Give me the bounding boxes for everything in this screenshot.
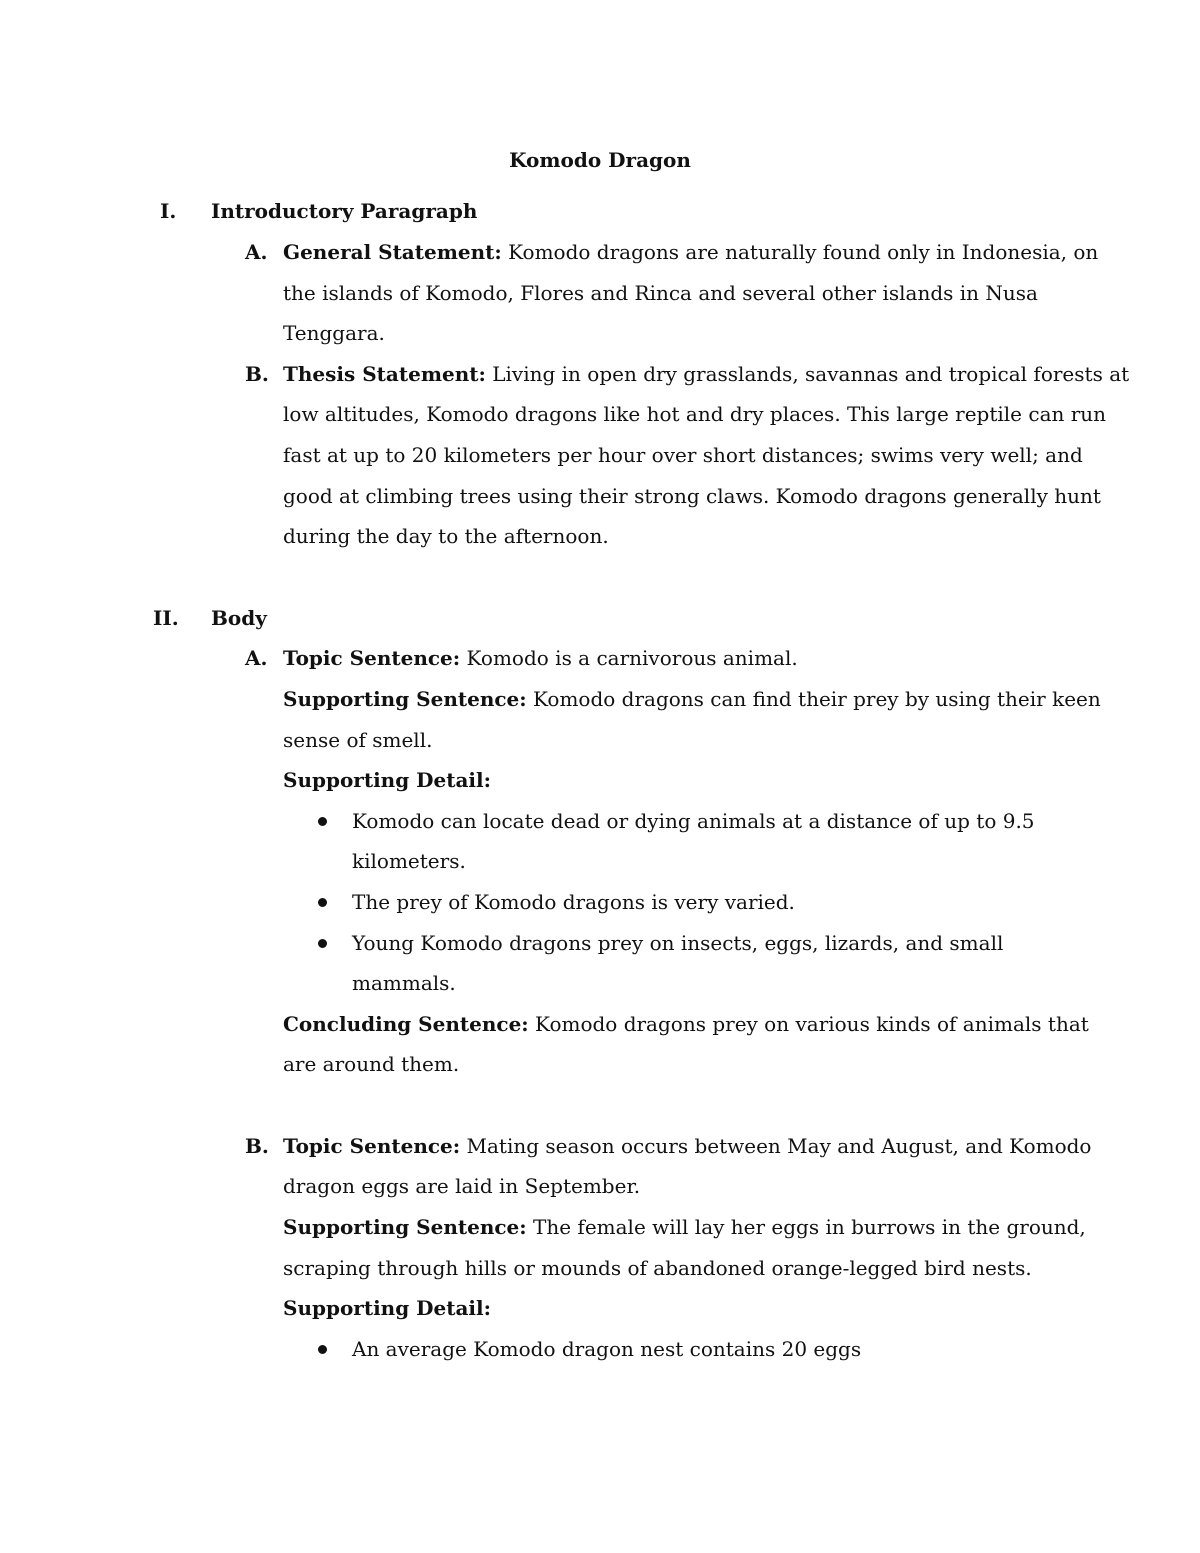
supporting-detail-item: The prey of Komodo dragons is very varied. xyxy=(352,890,795,914)
section-numeral: I. xyxy=(160,199,177,223)
supporting-sentence-text: The female will lay her eggs in burrows in the ground, xyxy=(526,1215,1086,1239)
supporting-detail-item-continued: mammals. xyxy=(352,971,456,995)
item-letter: A. xyxy=(245,646,268,670)
supporting-sentence-line-2: sense of smell. xyxy=(283,728,433,752)
thesis-statement-line-2: low altitudes, Komodo dragons like hot and dry places. This large reptile can run xyxy=(283,402,1107,426)
section-numeral: II. xyxy=(153,606,179,630)
supporting-detail-item: Young Komodo dragons prey on insects, eggs, lizards, and small xyxy=(352,931,1004,955)
topic-sentence-text: Mating season occurs between May and August, and Komodo xyxy=(460,1134,1092,1158)
general-statement-label: General Statement: xyxy=(283,240,502,264)
supporting-detail-item: An average Komodo dragon nest contains 20 eggs xyxy=(352,1337,862,1361)
concluding-sentence-line-2: are around them. xyxy=(283,1052,460,1076)
supporting-detail-item-continued: kilometers. xyxy=(352,849,466,873)
topic-sentence-line-2: dragon eggs are laid in September. xyxy=(283,1174,641,1198)
general-statement-line-3: Tenggara. xyxy=(283,321,385,345)
topic-sentence-text: Komodo is a carnivorous animal. xyxy=(460,646,798,670)
general-statement-text: Komodo dragons are naturally found only in Indonesia, on xyxy=(501,240,1099,264)
thesis-statement-text: Living in open dry grasslands, savannas and tropical forests at xyxy=(485,362,1130,386)
supporting-detail-item: Komodo can locate dead or dying animals at a distance of up to 9.5 xyxy=(352,809,1035,833)
general-statement-line-2: the islands of Komodo, Flores and Rinca and several other islands in Nusa xyxy=(283,281,1038,305)
thesis-statement-line-3: fast at up to 20 kilometers per hour over short distances; swims very well; and xyxy=(283,443,1083,467)
item-letter: B. xyxy=(245,362,269,386)
section-heading: Body xyxy=(211,606,267,630)
thesis-statement-line-5: during the day to the afternoon. xyxy=(283,524,609,548)
section-heading: Introductory Paragraph xyxy=(211,199,478,223)
supporting-sentence-label: Supporting Sentence: xyxy=(283,687,527,711)
item-letter: A. xyxy=(245,240,268,264)
bullet-icon xyxy=(318,939,327,948)
general-statement-line-1 xyxy=(283,232,1098,273)
bullet-icon xyxy=(318,1345,327,1354)
concluding-sentence-text: Komodo dragons prey on various kinds of animals that xyxy=(528,1012,1089,1036)
supporting-detail-label: Supporting Detail: xyxy=(283,768,491,792)
supporting-detail-label: Supporting Detail: xyxy=(283,1296,491,1320)
document-title: Komodo Dragon xyxy=(509,148,691,172)
supporting-sentence-line-2: scraping through hills or mounds of abandoned orange-legged bird nests. xyxy=(283,1256,1032,1280)
thesis-statement-line-4: good at climbing trees using their strong claws. Komodo dragons generally hunt xyxy=(283,484,1101,508)
supporting-sentence-text: Komodo dragons can find their prey by using their keen xyxy=(526,687,1101,711)
topic-sentence-line-1 xyxy=(283,1126,1091,1167)
bullet-icon xyxy=(318,898,327,907)
concluding-sentence-label: Concluding Sentence: xyxy=(283,1012,529,1036)
supporting-sentence-label: Supporting Sentence: xyxy=(283,1215,527,1239)
item-letter: B. xyxy=(245,1134,269,1158)
concluding-sentence-line-1 xyxy=(283,1004,1089,1045)
bullet-icon xyxy=(318,817,327,826)
thesis-statement-label: Thesis Statement: xyxy=(283,362,486,386)
thesis-statement-line-1 xyxy=(283,354,1129,395)
topic-sentence-label: Topic Sentence: xyxy=(283,646,461,670)
topic-sentence-line xyxy=(283,638,798,679)
supporting-sentence-line-1 xyxy=(283,679,1101,720)
topic-sentence-label: Topic Sentence: xyxy=(283,1134,461,1158)
supporting-sentence-line-1 xyxy=(283,1207,1086,1248)
